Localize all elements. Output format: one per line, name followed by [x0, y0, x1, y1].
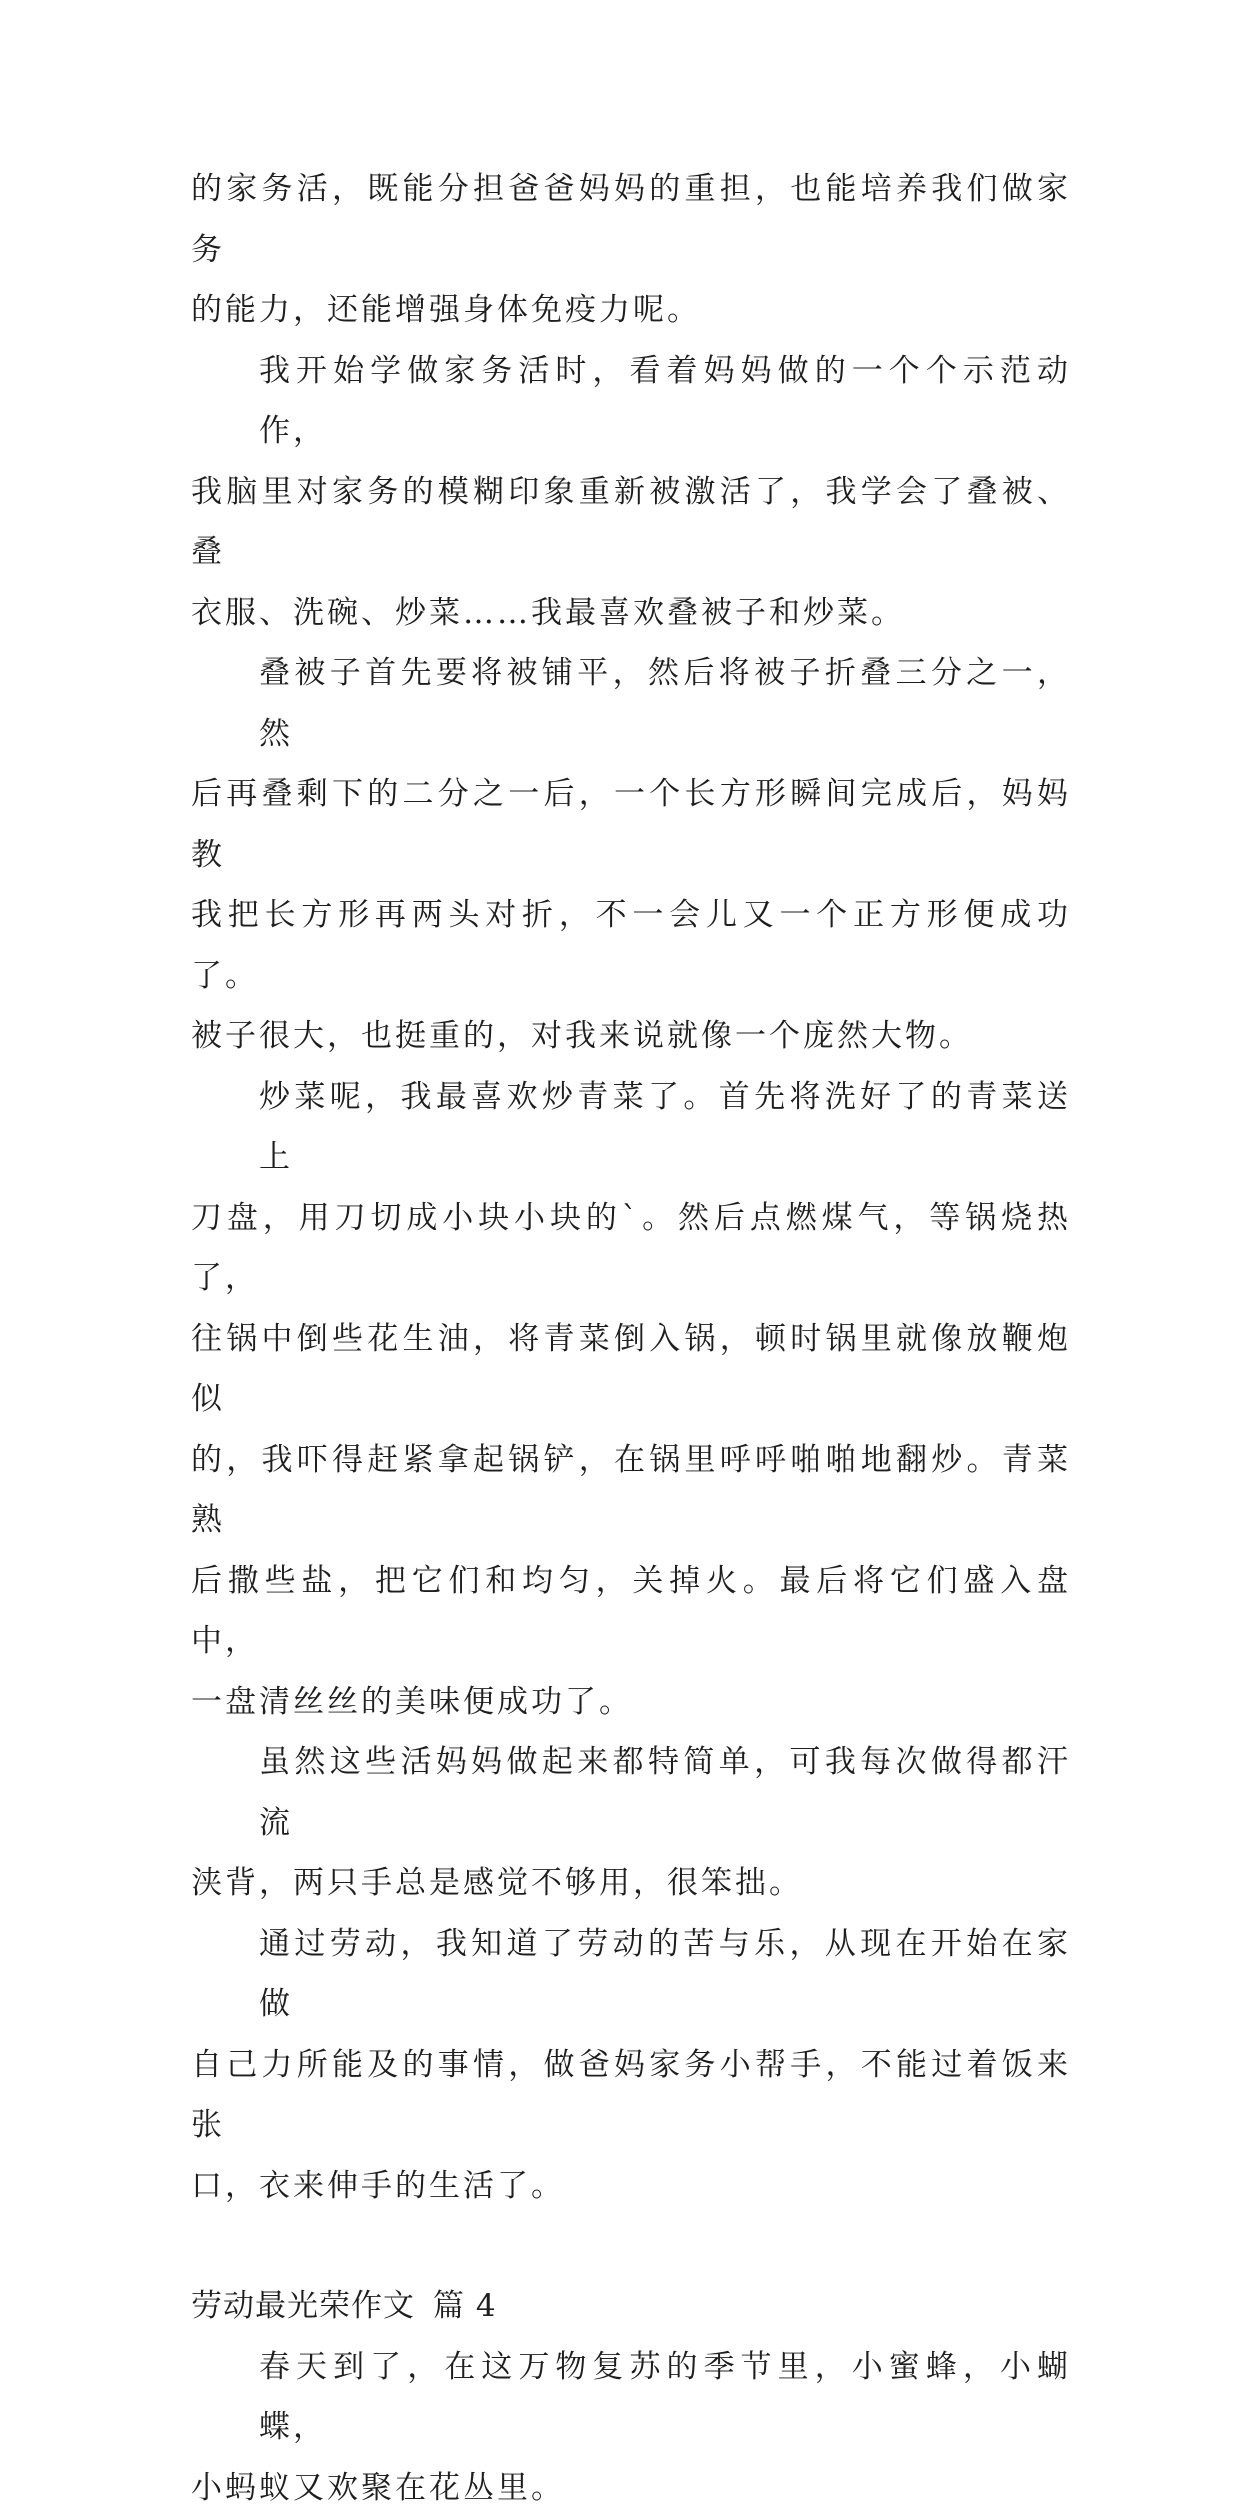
text-line: 小蚂蚁又欢聚在花丛里。: [191, 2470, 565, 2506]
paragraph: [191, 341, 1071, 644]
section-heading-title: 劳动最光荣作文: [191, 2288, 415, 2324]
text-line: 刀盘，用刀切成小块小块的`。然后点燃煤气，等锅烧热了，: [191, 1200, 1071, 1297]
section-heading-number: 篇 4: [433, 2288, 497, 2324]
text-line: 春天到了，在这万物复苏的季节里，小蜜蜂，小蝴蝶，: [191, 2337, 1071, 2458]
text-line: 我开始学做家务活时，看着妈妈做的一个个示范动作，: [191, 341, 1071, 462]
text-line: 衣服、洗碗、炒菜……我最喜欢叠被子和炒菜。: [191, 595, 905, 631]
text-line: 往锅中倒些花生油，将青菜倒入锅，顿时锅里就像放鞭炮似: [191, 1321, 1071, 1418]
text-line: 炒菜呢，我最喜欢炒青菜了。首先将洗好了的青菜送上: [191, 1067, 1071, 1188]
text-line: 的家务活，既能分担爸爸妈妈的重担，也能培养我们做家务: [191, 171, 1071, 268]
text-line: 口，衣来伸手的生活了。: [191, 2168, 565, 2204]
paragraph: [191, 1914, 1071, 2217]
paragraph: [191, 1067, 1071, 1733]
text-line: 被子很大，也挺重的，对我来说就像一个庞然大物。: [191, 1018, 973, 1054]
document-body: [191, 159, 1071, 2518]
text-line: 我脑里对家务的模糊印象重新被激活了，我学会了叠被、叠: [191, 474, 1071, 571]
section-heading: [191, 2276, 1071, 2337]
text-line: 虽然这些活妈妈做起来都特简单，可我每次做得都汗流: [191, 1732, 1071, 1853]
text-line: 自己力所能及的事情，做爸妈家务小帮手，不能过着饭来张: [191, 2047, 1071, 2144]
text-line: 我把长方形再两头对折，不一会儿又一个正方形便成功了。: [191, 897, 1071, 994]
text-line: 浃背，两只手总是感觉不够用，很笨拙。: [191, 1865, 803, 1901]
paragraph: [191, 2337, 1071, 2518]
text-line: 一盘清丝丝的美味便成功了。: [191, 1684, 633, 1720]
paragraph: [191, 159, 1071, 341]
text-line: 通过劳动，我知道了劳动的苦与乐，从现在开始在家做: [191, 1914, 1071, 2035]
text-line: 后撒些盐，把它们和均匀，关掉火。最后将它们盛入盘中，: [191, 1563, 1071, 1660]
paragraph: [191, 643, 1071, 1067]
text-line: 后再叠剩下的二分之一后，一个长方形瞬间完成后，妈妈教: [191, 776, 1071, 873]
text-line: 叠被子首先要将被铺平，然后将被子折叠三分之一，然: [191, 643, 1071, 764]
text-line: 的，我吓得赶紧拿起锅铲，在锅里呼呼啪啪地翻炒。青菜熟: [191, 1442, 1071, 1539]
text-line: 的能力，还能增强身体免疫力呢。: [191, 292, 701, 328]
paragraph: [191, 1732, 1071, 1914]
